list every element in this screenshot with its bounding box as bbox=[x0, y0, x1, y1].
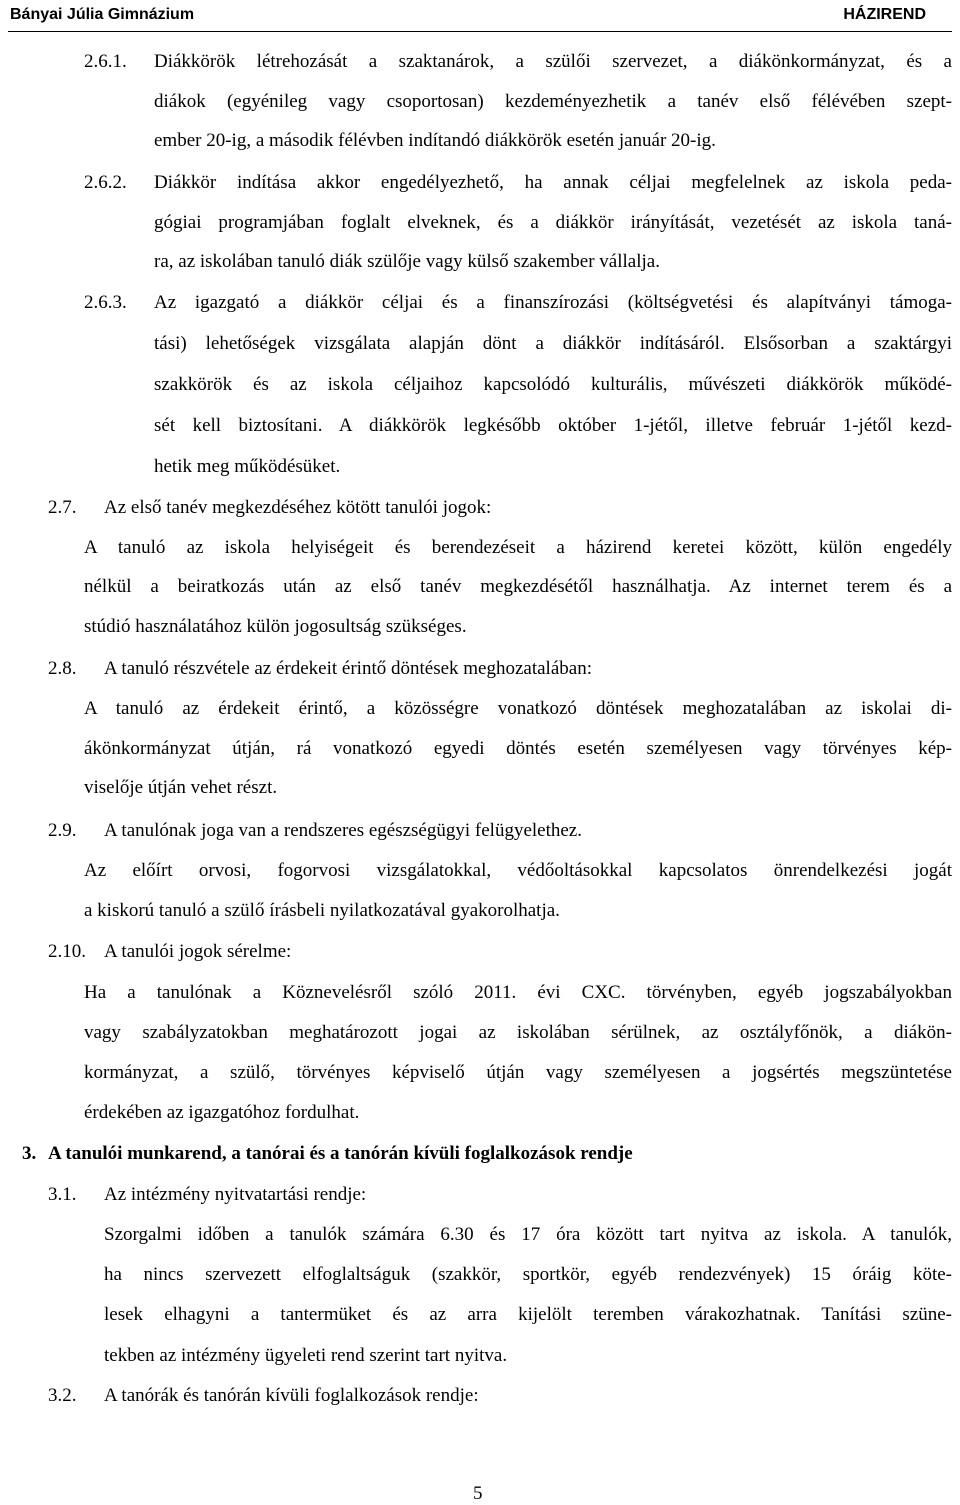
paragraph-line: hetik meg működésüket. bbox=[154, 456, 341, 477]
section-number: 2.9. bbox=[48, 820, 77, 841]
section-number: 3.1. bbox=[48, 1184, 77, 1205]
paragraph-line: ra, az iskolában tanuló diák szülője vagy külső szakember vállalja. bbox=[154, 251, 660, 272]
header-rule bbox=[8, 31, 952, 32]
paragraph-line: ha nincs szervezett elfoglaltságuk (szakkör, sportkör, egyéb rendezvények) 15 óráig köte- bbox=[104, 1264, 952, 1285]
section-title: A tanuló részvétele az érdekeit érintő döntések meghozatalában: bbox=[104, 658, 592, 679]
paragraph-line: érdekében az igazgatóhoz fordulhat. bbox=[84, 1102, 360, 1123]
section-number: 3.2. bbox=[48, 1385, 77, 1406]
paragraph-line: Az előírt orvosi, fogorvosi vizsgálatokkal, védőoltásokkal kapcsolatos önrendelkezési jogát bbox=[84, 860, 952, 881]
paragraph-line: viselője útján vehet részt. bbox=[84, 777, 278, 798]
paragraph-line: Diákkörök létrehozását a szaktanárok, a szülői szervezet, a diákönkormányzat, és a bbox=[154, 51, 952, 72]
section-number: 2.6.3. bbox=[84, 292, 127, 313]
paragraph-line: gógiai programjában foglalt elveknek, és a diákkör irányítását, vezetését az iskola taná- bbox=[154, 212, 952, 233]
section-number: 2.10. bbox=[48, 941, 86, 962]
section-number: 2.7. bbox=[48, 497, 77, 518]
chapter-title: A tanulói munkarend, a tanórai és a tanórán kívüli foglalkozások rendje bbox=[48, 1143, 633, 1164]
section-title: A tanulónak joga van a rendszeres egészségügyi felügyelethez. bbox=[104, 820, 582, 841]
chapter-number: 3. bbox=[22, 1143, 37, 1164]
paragraph-line: nélkül a beiratkozás után az első tanév megkezdésétől használhatja. Az internet terem és a bbox=[84, 576, 952, 597]
school-name: Bányai Júlia Gimnázium bbox=[10, 6, 195, 23]
paragraph-line: vagy szabályzatokban meghatározott jogai az iskolában sérülnek, az osztályfőnök, a diákön- bbox=[84, 1022, 952, 1043]
paragraph-line: Ha a tanulónak a Köznevelésről szóló 2011. évi CXC. törvényben, egyéb jogszabályokban bbox=[84, 982, 952, 1003]
paragraph-line: Diákkör indítása akkor engedélyezhető, ha annak céljai megfelelnek az iskola peda- bbox=[154, 172, 952, 193]
paragraph-line: Az igazgató a diákkör céljai és a finanszírozási (költségvetési és alapítványi támoga- bbox=[154, 292, 952, 313]
paragraph-line: Szorgalmi időben a tanulók számára 6.30 és 17 óra között tart nyitva az iskola. A tanulók, bbox=[104, 1224, 952, 1245]
section-title: A tanórák és tanórán kívüli foglalkozások rendje: bbox=[104, 1385, 479, 1406]
document-title: HÁZIREND bbox=[843, 6, 926, 23]
section-title: Az első tanév megkezdéséhez kötött tanulói jogok: bbox=[104, 497, 492, 518]
section-title: Az intézmény nyitvatartási rendje: bbox=[104, 1184, 367, 1205]
section-title: A tanulói jogok sérelme: bbox=[104, 941, 292, 962]
paragraph-line: A tanuló az iskola helyiségeit és berendezéseit a házirend keretei között, külön engedély bbox=[84, 537, 952, 558]
paragraph-line: A tanuló az érdekeit érintő, a közösségre vonatkozó döntések meghozatalában az iskolai di- bbox=[84, 698, 952, 719]
section-number: 2.6.1. bbox=[84, 51, 127, 72]
paragraph-line: tási) lehetőségek vizsgálata alapján dönt a diákkör indításáról. Elsősorban a szaktárgyi bbox=[154, 333, 952, 354]
paragraph-line: tekben az intézmény ügyeleti rend szerint tart nyitva. bbox=[104, 1345, 508, 1366]
paragraph-line: szakkörök és az iskola céljaihoz kapcsolódó kulturális, művészeti diákkörök működé- bbox=[154, 374, 952, 395]
paragraph-line: ember 20-ig, a második félévben indítandó diákkörök esetén január 20-ig. bbox=[154, 130, 716, 151]
section-number: 2.8. bbox=[48, 658, 77, 679]
paragraph-line: diákok (egyénileg vagy csoportosan) kezdeményezhetik a tanév első félévében szept- bbox=[154, 91, 952, 112]
paragraph-line: ákönkormányzat útján, rá vonatkozó egyedi döntés esetén személyesen vagy törvényes kép- bbox=[84, 738, 952, 759]
paragraph-line: sét kell biztosítani. A diákkörök legkésőbb október 1-jétől, illetve február 1-jétől kezd- bbox=[154, 415, 952, 436]
paragraph-line: a kiskorú tanuló a szülő írásbeli nyilatkozatával gyakorolhatja. bbox=[84, 900, 560, 921]
section-number: 2.6.2. bbox=[84, 172, 127, 193]
paragraph-line: lesek elhagyni a tantermüket és az arra kijelölt teremben várakozhatnak. Tanítási szüne- bbox=[104, 1304, 952, 1325]
page-number: 5 bbox=[473, 1483, 483, 1504]
paragraph-line: stúdió használatához külön jogosultság szükséges. bbox=[84, 616, 467, 637]
paragraph-line: kormányzat, a szülő, törvényes képviselő útján vagy személyesen a jogsértés megszüntetése bbox=[84, 1062, 952, 1083]
page-header bbox=[0, 0, 960, 30]
